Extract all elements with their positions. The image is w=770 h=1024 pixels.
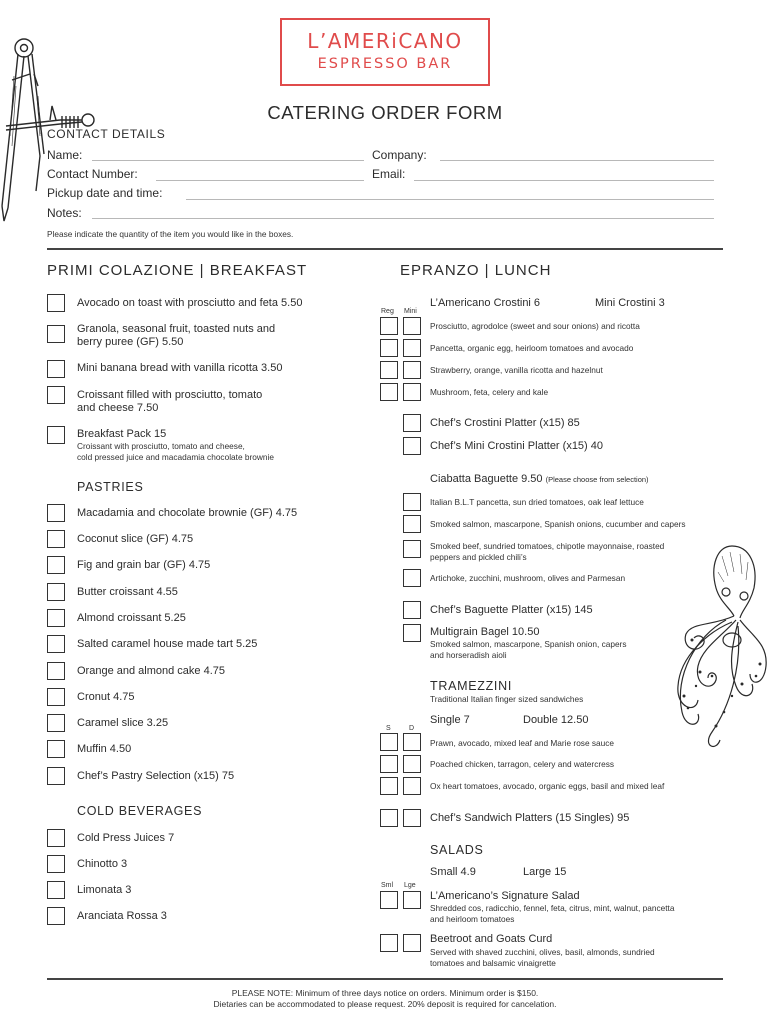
d-label: D [409, 725, 415, 732]
qty-box-small[interactable] [380, 934, 398, 952]
qty-box[interactable] [47, 583, 65, 601]
qty-box-reg[interactable] [380, 361, 398, 379]
qty-box[interactable] [47, 504, 65, 522]
menu-item: Mini banana bread with vanilla ricotta 3.50 [77, 362, 283, 374]
qty-box-large[interactable] [403, 891, 421, 909]
qty-box[interactable] [47, 907, 65, 925]
qty-box[interactable] [47, 609, 65, 627]
tramezzini-option: Prawn, avocado, mixed leaf and Marie rose sauce [430, 738, 615, 748]
menu-item: Granola, seasonal fruit, toasted nuts and [77, 323, 276, 335]
menu-item: Orange and almond cake 4.75 [77, 665, 225, 677]
form-title: CATERING ORDER FORM [267, 102, 503, 123]
qty-box[interactable] [47, 829, 65, 847]
menu-item: Coconut slice (GF) 4.75 [77, 533, 194, 545]
name-label: Name: [47, 148, 83, 162]
qty-box-double[interactable] [403, 809, 421, 827]
lge-label: Lge [404, 882, 416, 889]
qty-box[interactable] [403, 493, 421, 511]
baguette-option-cont: peppers and pickled chili’s [430, 552, 527, 562]
menu-item: Almond croissant 5.25 [77, 612, 186, 624]
mini-crostini-title: Mini Crostini 3 [595, 297, 665, 309]
qty-box[interactable] [47, 881, 65, 899]
qty-box-single[interactable] [380, 755, 398, 773]
octopus-illustration [672, 536, 770, 754]
menu-item: Butter croissant 4.55 [77, 586, 178, 598]
company-label: Company: [372, 148, 427, 162]
beverages-heading: COLD BEVERAGES [77, 804, 203, 818]
qty-box-mini[interactable] [403, 361, 421, 379]
sml-label: Sml [381, 882, 394, 889]
qty-box-mini[interactable] [403, 317, 421, 335]
qty-box[interactable] [403, 437, 421, 455]
qty-box[interactable] [47, 767, 65, 785]
menu-item: Cronut 4.75 [77, 691, 135, 703]
crostini-option: Mushroom, feta, celery and kale [430, 387, 549, 397]
qty-box[interactable] [47, 294, 65, 312]
tramezzini-option: Ox heart tomatoes, avocado, organic eggs, basil and mixed leaf [430, 781, 665, 791]
crostini-platter: Chef’s Crostini Platter (x15) 85 [430, 417, 580, 429]
footer-note: Dietaries can be accommodated to please request. 20% deposit is required for cancelation. [213, 999, 557, 1009]
crostini-title: L’Americano Crostini 6 [430, 297, 541, 309]
qty-box-double[interactable] [403, 755, 421, 773]
qty-box[interactable] [403, 569, 421, 587]
qty-box[interactable] [403, 624, 421, 642]
email-field[interactable] [414, 180, 714, 181]
signature-salad: L’Americano’s Signature Salad [430, 890, 580, 902]
menu-item: Fig and grain bar (GF) 4.75 [77, 559, 211, 571]
qty-box[interactable] [403, 515, 421, 533]
baguette-title [430, 473, 649, 486]
qty-box-single[interactable] [380, 809, 398, 827]
logo-subtitle: ESPRESSO BAR [317, 56, 453, 72]
tramezzini-subtitle: Traditional Italian finger sized sandwiches [430, 694, 584, 704]
double-price: Double 12.50 [523, 714, 589, 726]
contact-number-field[interactable] [156, 180, 364, 181]
qty-box-reg[interactable] [380, 339, 398, 357]
qty-box[interactable] [47, 530, 65, 548]
qty-box[interactable] [47, 635, 65, 653]
notes-field[interactable] [92, 218, 714, 219]
qty-box[interactable] [403, 540, 421, 558]
crostini-option: Prosciutto, agrodolce (sweet and sour onions) and ricotta [430, 321, 640, 331]
logo-name: L’AMERiCANO [307, 29, 463, 53]
quantity-instruction: Please indicate the quantity of the item you would like in the boxes. [47, 229, 294, 239]
signature-salad-desc: and heirloom tomatoes [430, 914, 515, 924]
baguette-option: Smoked beef, sundried tomatoes, chipotle mayonnaise, roasted [430, 541, 665, 551]
menu-item-desc: cold pressed juice and macadamia chocolate brownie [77, 452, 274, 462]
menu-item: Macadamia and chocolate brownie (GF) 4.75 [77, 507, 298, 519]
qty-box[interactable] [47, 386, 65, 404]
qty-box-reg[interactable] [380, 317, 398, 335]
footer-note: PLEASE NOTE: Minimum of three days notice on orders. Minimum order is $150. [231, 988, 539, 998]
menu-item-desc: Croissant with prosciutto, tomato and cheese, [77, 441, 245, 451]
baguette-option: Italian B.L.T pancetta, sun dried tomatoes, oak leaf lettuce [430, 497, 644, 507]
qty-box-single[interactable] [380, 777, 398, 795]
beetroot-salad: Beetroot and Goats Curd [430, 933, 553, 945]
menu-item-cont: and cheese 7.50 [77, 402, 159, 414]
compass-illustration [0, 16, 110, 236]
qty-box-mini[interactable] [403, 383, 421, 401]
brand-logo [280, 18, 490, 86]
email-label: Email: [372, 167, 406, 181]
single-price: Single 7 [430, 714, 470, 726]
menu-item: Caramel slice 3.25 [77, 717, 169, 729]
crostini-option: Pancetta, organic egg, heirloom tomatoes and avocado [430, 343, 634, 353]
mini-label: Mini [404, 308, 417, 315]
contact-number-label: Contact Number: [47, 167, 138, 181]
baguette-title-note: (Please choose from selection) [545, 475, 649, 484]
qty-box-single[interactable] [380, 733, 398, 751]
baguette-option: Smoked salmon, mascarpone, Spanish onions, cucumber and capers [430, 519, 686, 529]
qty-box-double[interactable] [403, 733, 421, 751]
beetroot-salad-desc: Served with shaved zucchini, olives, basil, almonds, sundried [430, 947, 655, 957]
menu-item-cont: berry puree (GF) 5.50 [77, 336, 184, 348]
bagel-desc: and horseradish aioli [430, 650, 507, 660]
qty-box[interactable] [47, 855, 65, 873]
qty-box-double[interactable] [403, 777, 421, 795]
baguette-title-text: Ciabatta Baguette 9.50 [430, 473, 543, 485]
divider-bottom [47, 978, 723, 980]
beetroot-salad-desc: tomatoes and balsamic vinaigrette [430, 958, 556, 968]
large-price: Large 15 [523, 866, 567, 878]
signature-salad-desc: Shredded cos, radicchio, fennel, feta, citrus, mint, walnut, pancetta [430, 903, 675, 913]
qty-box-large[interactable] [403, 934, 421, 952]
company-field[interactable] [440, 160, 714, 161]
qty-box[interactable] [47, 662, 65, 680]
breakfast-heading: PRIMI COLAZIONE | BREAKFAST [47, 262, 308, 279]
crostini-option: Strawberry, orange, vanilla ricotta and hazelnut [430, 365, 603, 375]
qty-box[interactable] [47, 740, 65, 758]
qty-box[interactable] [403, 414, 421, 432]
baguette-option: Artichoke, zucchini, mushroom, olives and Parmesan [430, 573, 626, 583]
notes-label: Notes: [47, 206, 82, 220]
sandwich-platter: Chef’s Sandwich Platters (15 Singles) 95 [430, 812, 630, 824]
baguette-platter: Chef’s Baguette Platter (x15) 145 [430, 604, 593, 616]
menu-item: Cold Press Juices 7 [77, 832, 175, 844]
divider-top [47, 248, 723, 250]
pickup-label: Pickup date and time: [47, 186, 163, 200]
salads-heading: SALADS [430, 843, 484, 857]
qty-box-mini[interactable] [403, 339, 421, 357]
lunch-heading: EPRANZO | LUNCH [400, 262, 552, 279]
contact-heading: CONTACT DETAILS [47, 127, 166, 141]
small-price: Small 4.9 [430, 866, 476, 878]
menu-item: Limonata 3 [77, 884, 132, 896]
menu-item: Salted caramel house made tart 5.25 [77, 638, 258, 650]
qty-box[interactable] [403, 601, 421, 619]
reg-label: Reg [381, 308, 394, 315]
qty-box[interactable] [47, 688, 65, 706]
pastries-heading: PASTRIES [77, 480, 144, 494]
qty-box-small[interactable] [380, 891, 398, 909]
mini-crostini-platter: Chef’s Mini Crostini Platter (x15) 40 [430, 440, 604, 452]
menu-item: Breakfast Pack 15 [77, 428, 167, 440]
menu-item: Aranciata Rossa 3 [77, 910, 167, 922]
bagel-title: Multigrain Bagel 10.50 [430, 626, 540, 638]
name-field[interactable] [92, 160, 364, 161]
menu-item: Muffin 4.50 [77, 743, 132, 755]
menu-item: Croissant filled with prosciutto, tomato [77, 389, 263, 401]
s-label: S [386, 725, 391, 732]
pickup-field[interactable] [186, 199, 714, 200]
qty-box[interactable] [47, 426, 65, 444]
qty-box[interactable] [47, 325, 65, 343]
qty-box[interactable] [47, 360, 65, 378]
menu-item: Avocado on toast with prosciutto and feta 5.50 [77, 297, 303, 309]
qty-box[interactable] [47, 556, 65, 574]
menu-item: Chef’s Pastry Selection (x15) 75 [77, 770, 235, 782]
qty-box-reg[interactable] [380, 383, 398, 401]
bagel-desc: Smoked salmon, mascarpone, Spanish onion, capers [430, 639, 627, 649]
menu-item: Chinotto 3 [77, 858, 128, 870]
tramezzini-heading: TRAMEZZINI [430, 679, 512, 693]
tramezzini-option: Poached chicken, tarragon, celery and watercress [430, 759, 615, 769]
qty-box[interactable] [47, 714, 65, 732]
